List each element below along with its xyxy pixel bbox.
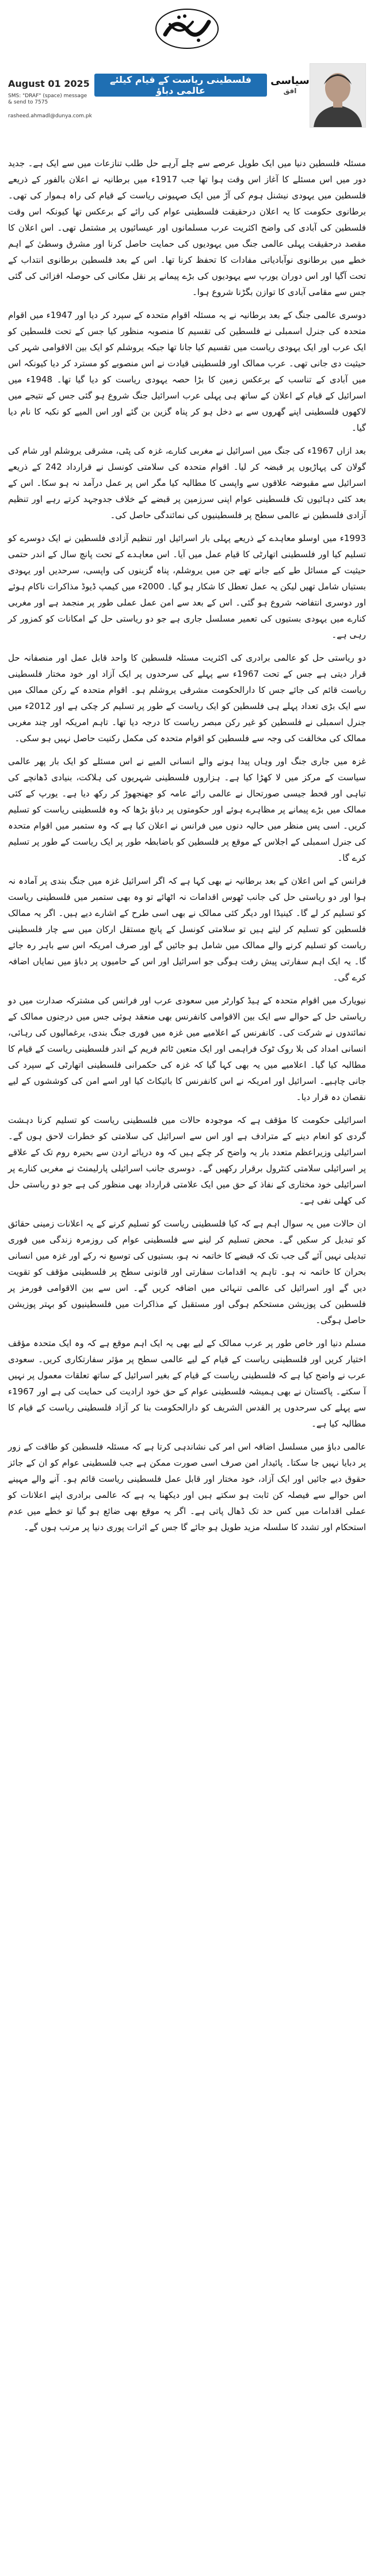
column-title xyxy=(270,75,310,95)
publication-date: August 01 2025 xyxy=(8,78,90,89)
article-paragraph: ان حالات میں یہ سوال اہم ہے کہ کیا فلسطینی ریاست کو تسلیم کرنے کے یہ اعلانات زمینی حقائق کو تبدیل کر سکیں گے۔ محض تسلیم کر لینے سے فلسطینی عوام کی روزمرہ زندگی میں فوری تبدیلی نہیں آئے گی جب تک کہ قبضے کا خاتمہ نہ ہو، بستیوں کی توسیع نہ رکے اور غزہ میں انسانی بحران کا خاتمہ نہ ہو۔ تاہم یہ اقدامات سفارتی اور قانونی سطح پر فلسطینی مؤقف کو تقویت دیں گے اور اسرائیل کی عالمی تنہائی میں اضافہ کریں گے۔ اس سے بین الاقوامی فورمز پر فلسطین کی پوزیشن مستحکم ہوگی اور مستقبل کے مذاکرات میں فلسطینیوں کو بہتر پوزیشن حاصل ہوگی۔ xyxy=(8,1218,366,1325)
article-paragraph: 1993ء میں اوسلو معاہدے کے ذریعے پہلی بار اسرائیل اور تنظیم آزادی فلسطین نے ایک دوسرے کو تسلیم کیا اور فلسطینی اتھارٹی کا قیام عمل میں آیا۔ اس معاہدے کے تحت پانچ سال کے اندر حتمی حیثیت کے مسائل طے کیے جانے تھے جن میں یروشلم، پناہ گزینوں کی واپسی، سرحدیں اور یہودی بستیاں شامل تھیں لیکن یہ عمل تعطل کا شکار ہو گیا۔ 2000ء میں کیمپ ڈیوڈ مذاکرات ناکام ہوئے اور دوسری انتفاضہ شروع ہو گئی۔ اس کے بعد سے امن عمل عملی طور پر منجمد ہے اور مغربی کنارے میں یہودی بستیوں کی تعمیر مسلسل جاری ہے جو دو ریاستی حل کے امکانات کو کمزور کر رہی ہے۔ xyxy=(8,533,366,640)
author-portrait-icon xyxy=(310,64,365,127)
article-paragraph: مسلم دنیا اور خاص طور پر عرب ممالک کے لیے بھی یہ ایک اہم موقع ہے کہ وہ ایک متحدہ مؤقف اختیار کریں اور فلسطینی ریاست کے قیام کے لیے عالمی سطح پر مؤثر سفارتکاری کریں۔ سعودی عرب نے واضح کیا ہے کہ فلسطینی ریاست کے قیام کے بغیر اسرائیل کے ساتھ تعلقات معمول پر نہیں آ سکتے۔ پاکستان نے بھی ہمیشہ فلسطینی عوام کے حق خود ارادیت کی حمایت کی ہے اور 1967ء سے پہلے کی سرحدوں پر القدس الشریف کو دارالحکومت بنا کر آزاد فلسطینی ریاست کے قیام کا مطالبہ کیا ہے۔ xyxy=(8,1338,366,1429)
newspaper-logo xyxy=(152,5,222,53)
article-paragraph: اسرائیلی حکومت کا مؤقف ہے کہ موجودہ حالات میں فلسطینی ریاست کو تسلیم کرنا دہشت گردی کو انعام دینے کے مترادف ہے اور اس سے اسرائیل کی سلامتی کو خطرات لاحق ہوں گے۔ اسرائیلی وزیراعظم متعدد بار یہ واضح کر چکے ہیں کہ وہ دریائے اردن سے بحیرہ روم تک کے علاقے پر اسرائیلی سلامتی کنٹرول برقرار رکھیں گے۔ دوسری جانب اسرائیلی پارلیمنٹ نے مغربی کنارے پر اسرائیلی خود مختاری کے نفاذ کے حق میں ایک علامتی قرارداد بھی منظور کی ہے جو دو ریاستی حل کی کھلی نفی ہے۔ xyxy=(8,1115,366,1206)
article-headline: فلسطینی ریاست کے قیام کیلئے عالمی دباؤ xyxy=(110,74,251,96)
author-email[interactable]: rasheed.ahmadl@dunya.com.pk xyxy=(8,113,92,119)
column-title-main: سیاسی xyxy=(270,75,310,87)
article-paragraph: دو ریاستی حل کو عالمی برادری کی اکثریت مسئلہ فلسطین کا واحد قابل عمل اور منصفانہ حل قرار دیتی ہے جس کے تحت 1967ء سے پہلے کی سرحدوں پر ایک آزاد اور خود مختار فلسطینی ریاست قائم کی جائے جس کا دارالحکومت مشرقی یروشلم ہو۔ اقوام متحدہ کے رکن ممالک میں سے ایک بڑی تعداد پہلے ہی فلسطین کو ایک ریاست کے طور پر تسلیم کر چکی ہے اور 2012ء میں جنرل اسمبلی نے فلسطین کو غیر رکن مبصر ریاست کا درجہ دیا تھا۔ تاہم امریکہ اور چند مغربی ممالک کی مخالفت کی وجہ سے فلسطین کو اقوام متحدہ کی مکمل رکنیت حاصل نہیں ہو سکی۔ xyxy=(8,653,366,743)
dunya-logo-icon xyxy=(152,5,222,53)
column-meta xyxy=(8,63,91,120)
column-title-sub: افق xyxy=(283,87,297,95)
column-header xyxy=(8,63,366,155)
sms-instruction: SMS: "DRAF" (space) message & send to 7575 xyxy=(8,93,87,106)
author-photo xyxy=(310,63,366,128)
article-paragraph: عالمی دباؤ میں مسلسل اضافہ اس امر کی نشاندہی کرتا ہے کہ مسئلہ فلسطین کو طاقت کے زور پر دبایا نہیں جا سکتا۔ پائیدار امن صرف اسی صورت ممکن ہے جب فلسطینی عوام کو ان کے جائز حقوق دیے جائیں اور ایک آزاد، خود مختار اور قابل عمل فلسطینی ریاست قائم ہو۔ آنے والے مہینے اس حوالے سے فیصلہ کن ثابت ہو سکتے ہیں اور دیکھنا یہ ہے کہ عالمی برادری اپنے اعلانات کو عملی اقدامات میں کس حد تک ڈھال پاتی ہے۔ اگر یہ موقع بھی ضائع ہو گیا تو خطے میں عدم استحکام اور تشدد کا سلسلہ مزید طویل ہو جائے گا جس کے اثرات پوری دنیا پر مرتب ہوں گے۔ xyxy=(8,1442,366,1532)
article-paragraph: دوسری عالمی جنگ کے بعد برطانیہ نے یہ مسئلہ اقوام متحدہ کے سپرد کر دیا اور 1947ء میں اقوام متحدہ کی جنرل اسمبلی نے فلسطین کی تقسیم کا منصوبہ منظور کیا جس کے تحت فلسطین کو ایک عرب اور ایک یہودی ریاست میں تقسیم کیا جانا تھا جبکہ یروشلم کو ایک بین الاقوامی شہر کی حیثیت دی جانی تھی۔ عرب ممالک اور فلسطینی قیادت نے اس منصوبے کو مسترد کر دیا کیونکہ اس میں آبادی کے تناسب کے برعکس زمین کا بڑا حصہ یہودی ریاست کو دیا گیا تھا۔ 1948ء میں اسرائیل کے قیام کے اعلان کے ساتھ ہی پہلی عرب اسرائیل جنگ شروع ہو گئی جس کے نتیجے میں لاکھوں فلسطینی اپنے گھروں سے بے دخل ہو کر پناہ گزین بن گئے اور اس المیے کو نکبہ کا نام دیا گیا۔ xyxy=(8,310,366,433)
article-paragraph: بعد ازاں 1967ء کی جنگ میں اسرائیل نے مغربی کنارے، غزہ کی پٹی، مشرقی یروشلم اور شام کی گولان کی پہاڑیوں پر قبضہ کر لیا۔ اقوام متحدہ کی سلامتی کونسل نے قرارداد 242 کے ذریعے اسرائیل سے مقبوضہ علاقوں سے واپسی کا مطالبہ کیا مگر اس پر عمل درآمد نہ ہو سکا۔ اس کے بعد کئی دہائیوں تک فلسطینی عوام اپنی سرزمین پر قبضے کے خلاف جدوجہد کرتے رہے اور تنظیم آزادی فلسطین نے عالمی سطح پر فلسطینیوں کی نمائندگی حاصل کی۔ xyxy=(8,446,366,520)
article-paragraph: فرانس کے اس اعلان کے بعد برطانیہ نے بھی کہا ہے کہ اگر اسرائیل غزہ میں جنگ بندی پر آمادہ نہ ہوا اور دو ریاستی حل کی جانب ٹھوس اقدامات نہ اٹھائے تو وہ بھی ستمبر میں فلسطینی ریاست کو تسلیم کر لے گا۔ کینیڈا اور دیگر کئی ممالک نے بھی اسی طرح کے اشارے دیے ہیں۔ اگر یہ ممالک فلسطین کو تسلیم کر لیتے ہیں تو سلامتی کونسل کے پانچ مستقل ارکان میں سے چار فلسطینی ریاست کو تسلیم کرنے والے ممالک میں شامل ہو جائیں گے اور صرف امریکہ اس سے باہر رہ جائے گا۔ یہ ایک اہم سفارتی پیش رفت ہوگی جو اسرائیل اور اس کے حامیوں پر دباؤ میں نمایاں اضافہ کرے گی۔ xyxy=(8,876,366,983)
article-paragraph: غزہ میں جاری جنگ اور وہاں پیدا ہونے والے انسانی المیے نے اس مسئلے کو ایک بار پھر عالمی سیاست کے مرکز میں لا کھڑا کیا ہے۔ ہزاروں فلسطینی شہریوں کی ہلاکت، بنیادی ڈھانچے کی تباہی اور قحط جیسی صورتحال نے عالمی رائے عامہ کو جھنجھوڑ کر رکھ دیا ہے۔ یورپ کے کئی ممالک میں بڑے پیمانے پر مظاہرے ہوئے اور حکومتوں پر دباؤ بڑھا کہ وہ فلسطینی ریاست کو تسلیم کریں۔ اسی پس منظر میں حالیہ دنوں میں فرانس نے اعلان کیا ہے کہ وہ ستمبر میں اقوام متحدہ کی جنرل اسمبلی کے اجلاس کے موقع پر فلسطین کو باضابطہ طور پر ایک ریاست کے طور پر تسلیم کرے گا۔ xyxy=(8,756,366,863)
article-paragraph: نیویارک میں اقوام متحدہ کے ہیڈ کوارٹر میں سعودی عرب اور فرانس کی مشترکہ صدارت میں دو ریاستی حل کے حوالے سے ایک بین الاقوامی کانفرنس بھی منعقد ہوئی جس میں درجنوں ممالک کے نمائندوں نے شرکت کی۔ کانفرنس کے اعلامیے میں غزہ میں فوری جنگ بندی، یرغمالیوں کی رہائی، انسانی امداد کی بلا روک ٹوک فراہمی اور ایک متعین ٹائم فریم کے اندر فلسطینی ریاست کے قیام کا مطالبہ کیا گیا۔ اعلامیے میں یہ بھی کہا گیا کہ غزہ کی حکمرانی فلسطینی اتھارٹی کے سپرد کی جانی چاہیے۔ اسرائیل اور امریکہ نے اس کانفرنس کا بائیکاٹ کیا اور اسے امن کی کوششوں کے لیے نقصان دہ قرار دیا۔ xyxy=(8,995,366,1102)
masthead xyxy=(0,0,374,57)
headline-banner xyxy=(94,74,267,97)
article-body xyxy=(8,155,366,1535)
article-paragraph: مسئلہ فلسطین دنیا میں ایک طویل عرصے سے چلے آرہے حل طلب تنازعات میں سے ایک ہے۔ جدید دور میں اس مسئلے کا آغاز اس وقت ہوا تھا جب 1917ء میں برطانیہ نے اعلان بالفور کے ذریعے فلسطین میں یہودی نیشنل ہوم کی آڑ میں ایک صہیونی ریاست کے قیام کی راہ ہموار کی تھی۔ برطانوی حکومت کا یہ اعلان درحقیقت فلسطینی عوام کی رائے کے برعکس تھا کیونکہ اس وقت فلسطین کی آبادی کی واضح اکثریت عرب مسلمانوں اور عیسائیوں پر مشتمل تھی۔ اس اعلان کا مقصد درحقیقت پہلی عالمی جنگ میں یہودیوں کی حمایت حاصل کرنا اور مشرق وسطیٰ کے اہم خطے میں برطانوی نوآبادیاتی مفادات کا تحفظ کرنا تھا۔ اس کے بعد فلسطین برطانوی انتداب کے تحت آگیا اور اس دوران یورپ سے یہودیوں کی بڑے پیمانے پر نقل مکانی کی حوصلہ افزائی کی گئی جس سے مقامی آبادی کا توازن بگڑنا شروع ہوا۔ xyxy=(8,158,367,297)
